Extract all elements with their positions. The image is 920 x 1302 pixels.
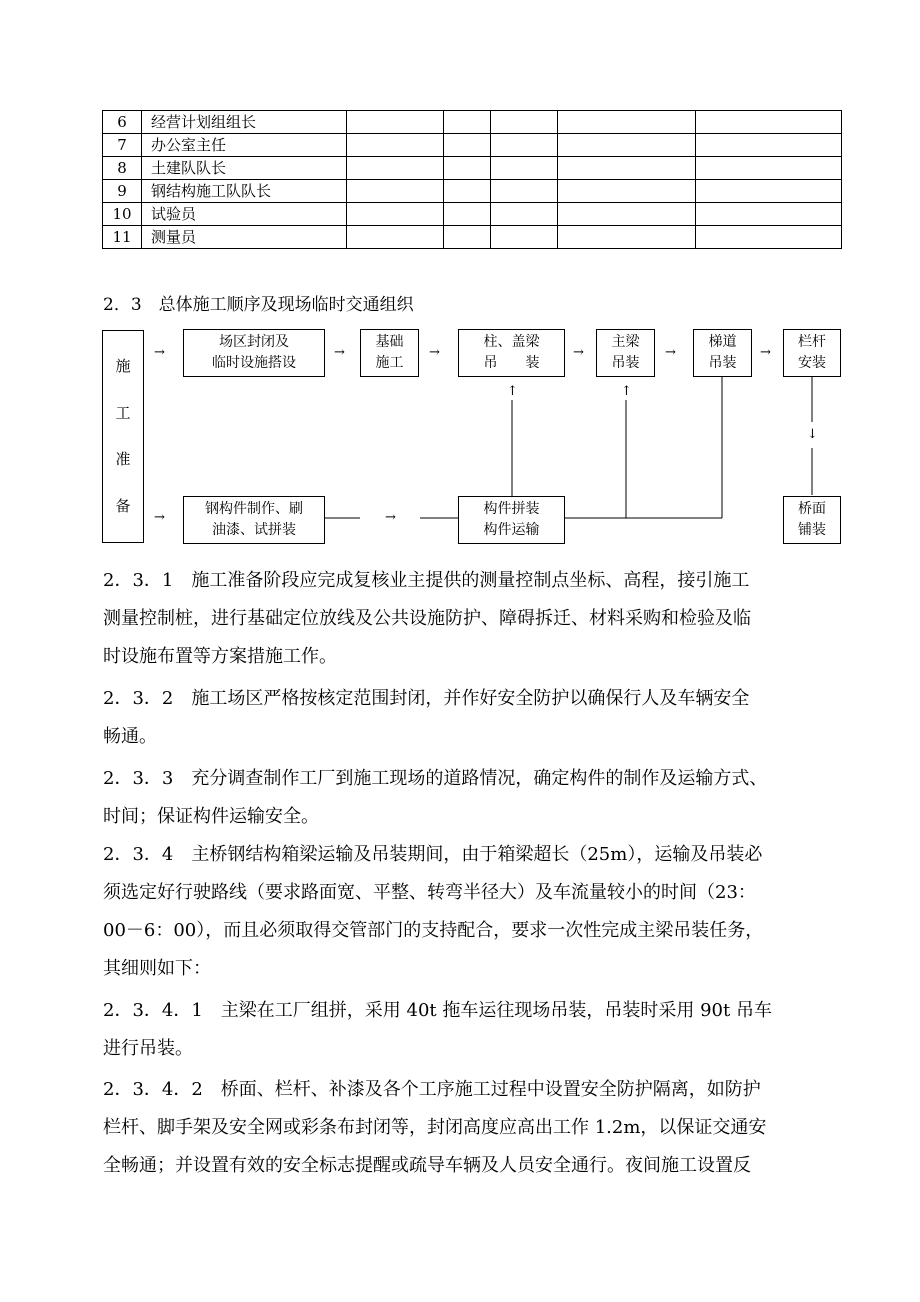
box-line: 构件拼装 bbox=[483, 501, 540, 517]
text-line: 全畅通；并设置有效的安全标志提醒或疏导车辆及人员安全通行。夜间施工设置反 bbox=[103, 1155, 751, 1176]
paragraph-2-3-4-1 bbox=[103, 992, 838, 1068]
text-line: 2．3．4．1 主梁在工厂组拼，采用 40t 拖车运往现场吊装，吊装时采用 90t 吊车 bbox=[103, 1000, 772, 1021]
box-line: 吊装 bbox=[611, 355, 640, 371]
text-line: 00－6：00），而且必须取得交管部门的支持配合，要求一次性完成主梁吊装任务， bbox=[103, 920, 764, 941]
construction-prep-box bbox=[102, 330, 144, 543]
box-line: 基础 bbox=[375, 334, 404, 350]
empty-cell bbox=[444, 203, 491, 226]
empty-cell bbox=[491, 226, 558, 249]
personnel-table bbox=[102, 110, 842, 249]
arrow-right-icon: → bbox=[573, 345, 584, 360]
arrow-right-icon: → bbox=[665, 345, 676, 360]
arrow-up-icon: ↑ bbox=[621, 384, 632, 399]
box-line: 钢构件制作、刷 bbox=[205, 501, 303, 517]
arrow-down-icon: ↓ bbox=[807, 427, 818, 442]
box-line: 油漆、试拼装 bbox=[212, 522, 296, 538]
arrow-right-icon: → bbox=[334, 345, 345, 360]
box-line: 铺装 bbox=[798, 522, 826, 538]
paragraph-2-3-2 bbox=[103, 680, 838, 756]
text-line: 须选定好行驶路线（要求路面宽、平整、转弯半径大）及车流量较小的时间（23： bbox=[103, 882, 756, 903]
assembly-transport-box bbox=[458, 496, 565, 544]
prep-char: 工 bbox=[115, 403, 131, 422]
text-line: 2．3．4 主桥钢结构箱梁运输及吊装期间，由于箱梁超长（25m），运输及吊装必 bbox=[103, 844, 763, 865]
foundation-box bbox=[360, 329, 419, 377]
text-line: 栏杆、脚手架及安全网或彩条布封闭等，封闭高度应高出工作 1.2m，以保证交通安 bbox=[103, 1117, 767, 1138]
box-line: 施工 bbox=[375, 355, 404, 371]
empty-cell bbox=[558, 111, 696, 134]
empty-cell bbox=[491, 134, 558, 157]
empty-cell bbox=[347, 134, 444, 157]
arrow-right-icon: → bbox=[429, 345, 440, 360]
arrow-right-icon: → bbox=[385, 510, 396, 525]
paragraph-2-3-4-2 bbox=[103, 1071, 838, 1185]
row-number: 10 bbox=[103, 203, 142, 226]
box-line: 场区封闭及 bbox=[219, 334, 289, 350]
column-beam-lifting-box bbox=[458, 329, 565, 377]
empty-cell bbox=[444, 157, 491, 180]
arrow-up-icon: ↑ bbox=[507, 384, 518, 399]
text-line: 测量控制桩，进行基础定位放线及公共设施防护、障碍拆迁、材料采购和检验及临 bbox=[103, 608, 751, 629]
text-line: 2．3．3 充分调查制作工厂到施工现场的道路情况，确定构件的制作及运输方式、 bbox=[103, 768, 768, 789]
text-line: 时设施布置等方案措施工作。 bbox=[103, 646, 337, 667]
box-line: 梯道 bbox=[708, 334, 737, 350]
prep-char: 施 bbox=[115, 357, 131, 376]
empty-cell bbox=[347, 157, 444, 180]
text-line: 2．3．1 施工准备阶段应完成复核业主提供的测量控制点坐标、高程，接引施工 bbox=[103, 570, 750, 591]
box-line: 安装 bbox=[798, 355, 826, 371]
text-line: 其细则如下： bbox=[103, 958, 211, 979]
row-number: 9 bbox=[103, 180, 142, 203]
prep-char: 备 bbox=[115, 496, 131, 515]
empty-cell bbox=[491, 157, 558, 180]
text-line: 2．3．2 施工场区严格按核定范围封闭，并作好安全防护以确保行人及车辆安全 bbox=[103, 688, 750, 709]
prep-char: 准 bbox=[115, 450, 131, 469]
arrow-right-icon: → bbox=[154, 510, 165, 525]
empty-cell bbox=[444, 180, 491, 203]
row-number: 11 bbox=[103, 226, 142, 249]
stair-lifting-box bbox=[693, 329, 752, 377]
text-line: 时间；保证构件运输安全。 bbox=[103, 806, 319, 827]
empty-cell bbox=[696, 134, 842, 157]
paragraph-2-3-1 bbox=[103, 562, 838, 676]
row-role: 土建队队长 bbox=[142, 157, 347, 180]
box-line: 吊 装 bbox=[483, 355, 540, 371]
arrow-right-icon: → bbox=[760, 345, 771, 360]
box-line: 临时设施搭设 bbox=[212, 355, 296, 371]
empty-cell bbox=[491, 180, 558, 203]
paragraph-2-3-4 bbox=[103, 836, 838, 988]
empty-cell bbox=[347, 111, 444, 134]
row-number: 8 bbox=[103, 157, 142, 180]
steel-fabrication-box bbox=[183, 496, 325, 544]
deck-paving-box bbox=[783, 496, 841, 544]
empty-cell bbox=[444, 134, 491, 157]
empty-cell bbox=[347, 226, 444, 249]
table-row bbox=[103, 134, 842, 157]
box-line: 栏杆 bbox=[798, 334, 826, 350]
text-line: 畅通。 bbox=[103, 726, 157, 747]
table-row bbox=[103, 157, 842, 180]
railing-install-box bbox=[783, 329, 841, 377]
table-row bbox=[103, 111, 842, 134]
row-number: 6 bbox=[103, 111, 142, 134]
row-role: 钢结构施工队队长 bbox=[142, 180, 347, 203]
empty-cell bbox=[444, 111, 491, 134]
main-girder-lifting-box bbox=[596, 329, 655, 377]
empty-cell bbox=[491, 111, 558, 134]
row-role: 经营计划组组长 bbox=[142, 111, 347, 134]
row-role: 试验员 bbox=[142, 203, 347, 226]
empty-cell bbox=[347, 180, 444, 203]
empty-cell bbox=[696, 226, 842, 249]
box-line: 构件运输 bbox=[483, 522, 540, 538]
row-role: 办公室主任 bbox=[142, 134, 347, 157]
table-row bbox=[103, 226, 842, 249]
box-line: 柱、盖梁 bbox=[483, 334, 540, 350]
empty-cell bbox=[347, 203, 444, 226]
box-line: 主梁 bbox=[611, 334, 640, 350]
text-line: 2．3．4．2 桥面、栏杆、补漆及各个工序施工过程中设置安全防护隔离，如防护 bbox=[103, 1079, 761, 1100]
site-enclosure-box bbox=[183, 329, 325, 377]
section-heading: 2．3 总体施工顺序及现场临时交通组织 bbox=[103, 295, 414, 315]
empty-cell bbox=[696, 157, 842, 180]
empty-cell bbox=[696, 203, 842, 226]
text-line: 进行吊装。 bbox=[103, 1038, 193, 1059]
empty-cell bbox=[696, 111, 842, 134]
empty-cell bbox=[558, 157, 696, 180]
empty-cell bbox=[696, 180, 842, 203]
paragraph-2-3-3 bbox=[103, 760, 838, 836]
empty-cell bbox=[444, 226, 491, 249]
row-number: 7 bbox=[103, 134, 142, 157]
empty-cell bbox=[558, 203, 696, 226]
box-line: 吊装 bbox=[708, 355, 737, 371]
empty-cell bbox=[558, 180, 696, 203]
box-line: 桥面 bbox=[798, 501, 826, 517]
arrow-right-icon: → bbox=[154, 345, 165, 360]
empty-cell bbox=[558, 226, 696, 249]
table-row bbox=[103, 203, 842, 226]
row-role: 测量员 bbox=[142, 226, 347, 249]
table-row bbox=[103, 180, 842, 203]
empty-cell bbox=[491, 203, 558, 226]
empty-cell bbox=[558, 134, 696, 157]
